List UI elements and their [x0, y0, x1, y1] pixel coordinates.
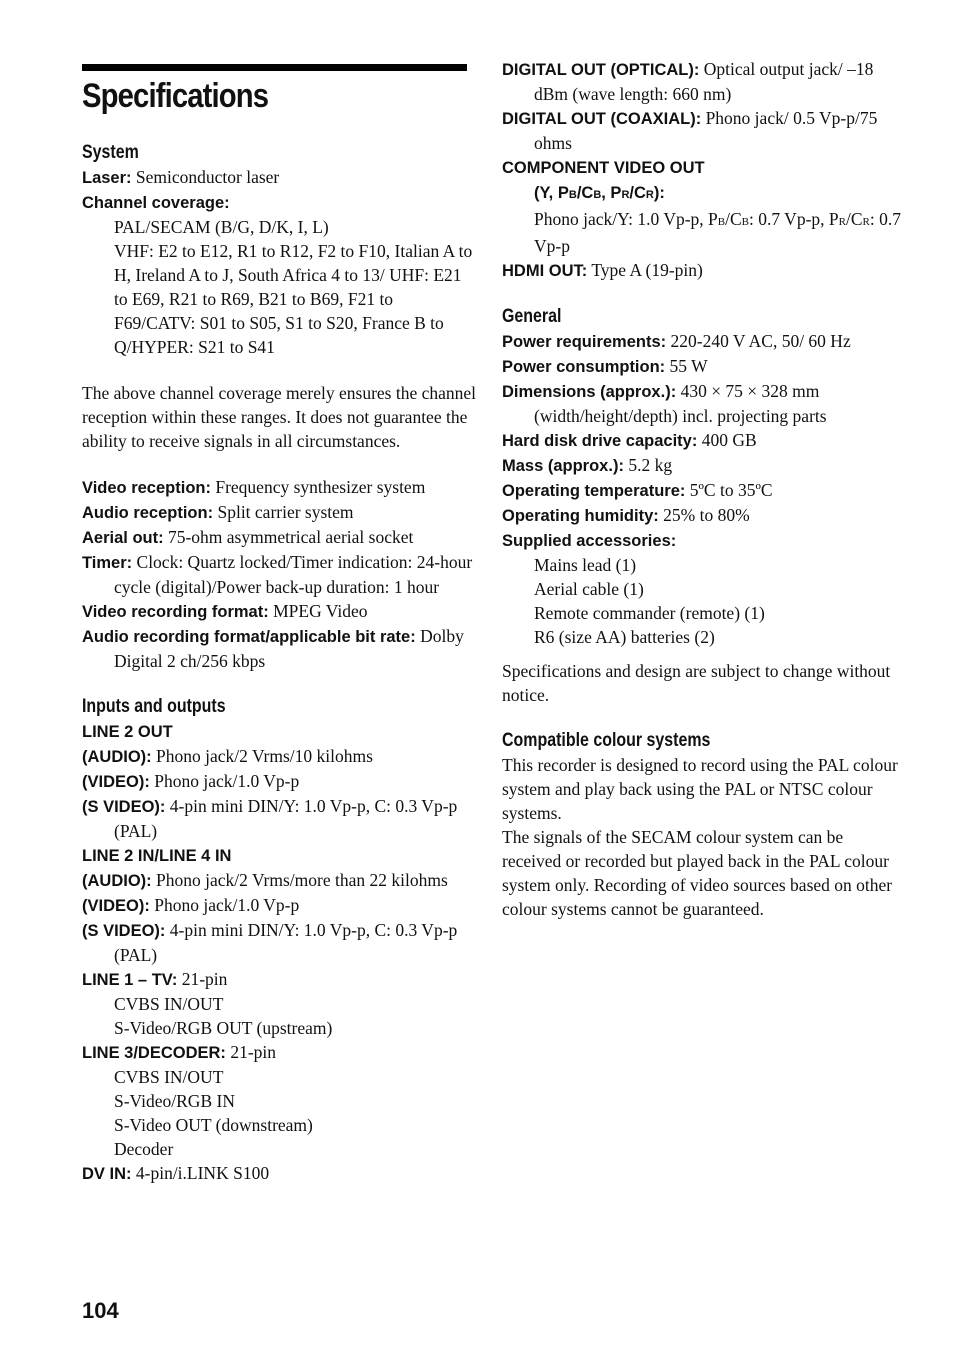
spec-line2-in-video: (VIDEO): Phono jack/1.0 Vp-p	[82, 895, 300, 915]
spec-channel-line: VHF: E2 to E12, R1 to R12, F2 to F10, Italian A to H, Ireland A to J, South Africa 4 to 13/ UHF: E21 to E69, R21 to R69, B21 to B69, F21 to F69/CATV: S01 to S05, S1 to S20, France B to Q/HYPER: S21 to S41	[114, 241, 473, 357]
section-heading-general: General	[502, 306, 562, 327]
page-title: Specifications	[82, 77, 269, 115]
spec-line1-item: CVBS IN/OUT	[114, 994, 224, 1014]
spec-line2-out-svideo: (S VIDEO): 4-pin mini DIN/Y: 1.0 Vp-p, C: 0.3 Vp-p (PAL)	[82, 796, 458, 841]
spec-line1-tv: LINE 1 – TV: 21-pin	[82, 969, 228, 989]
spec-operating-temperature: Operating temperature: 5ºC to 35ºC	[502, 480, 773, 500]
spec-line1-item: S-Video/RGB OUT (upstream)	[114, 1018, 333, 1038]
spec-line2-out-video: (VIDEO): Phono jack/1.0 Vp-p	[82, 771, 300, 791]
change-notice: Specifications and design are subject to change without notice.	[502, 661, 891, 705]
spec-component-video-sub: (Y, PB/CB, PR/CR):	[534, 184, 665, 202]
spec-line2-in-label: LINE 2 IN/LINE 4 IN	[82, 847, 232, 865]
colour-paragraph-2: The signals of the SECAM colour system can be received or recorded but played back in the PAL colour system only. Recording of video sources based on other colour systems cannot be guaranteed.	[502, 827, 893, 919]
spec-audio-recording-format: Audio recording format/applicable bit rate: Dolby Digital 2 ch/256 kbps	[82, 626, 464, 671]
spec-line3-item: S-Video OUT (downstream)	[114, 1115, 313, 1135]
spec-operating-humidity: Operating humidity: 25% to 80%	[502, 505, 750, 525]
spec-line3-item: Decoder	[114, 1139, 174, 1159]
section-heading-system: System	[82, 142, 139, 163]
spec-line2-out-audio: (AUDIO): Phono jack/2 Vrms/10 kilohms	[82, 746, 373, 766]
spec-digital-out-coaxial: DIGITAL OUT (COAXIAL): Phono jack/ 0.5 Vp-p/75 ohms	[502, 108, 878, 153]
spec-dimensions: Dimensions (approx.): 430 × 75 × 328 mm (width/height/depth) incl. projecting parts	[502, 381, 827, 426]
spec-laser: Laser: Semiconductor laser	[82, 167, 280, 187]
accessory-item: Remote commander (remote) (1)	[534, 603, 765, 623]
spec-digital-out-optical: DIGITAL OUT (OPTICAL): Optical output jack/ –18 dBm (wave length: 660 nm)	[502, 59, 874, 104]
title-rule	[82, 64, 467, 71]
spec-aerial-out: Aerial out: 75-ohm asymmetrical aerial socket	[82, 527, 414, 547]
spec-hdmi-out: HDMI OUT: Type A (19-pin)	[502, 260, 703, 280]
spec-mass: Mass (approx.): 5.2 kg	[502, 455, 673, 475]
spec-component-video-label: COMPONENT VIDEO OUT	[502, 159, 705, 177]
page-number: 104	[82, 1298, 119, 1323]
left-column	[82, 141, 477, 1186]
section-heading-inputs-outputs: Inputs and outputs	[82, 696, 226, 717]
spec-supplied-accessories-label: Supplied accessories:	[502, 532, 677, 550]
colour-paragraph-1: This recorder is designed to record using the PAL colour system and play back using the PAL or NTSC colour systems.	[502, 755, 898, 823]
spec-line2-in-svideo: (S VIDEO): 4-pin mini DIN/Y: 1.0 Vp-p, C: 0.3 Vp-p (PAL)	[82, 920, 458, 965]
spec-line3-decoder: LINE 3/DECODER: 21-pin	[82, 1042, 277, 1062]
spec-timer: Timer: Clock: Quartz locked/Timer indication: 24-hour cycle (digital)/Power back-up duration: 1 hour	[82, 552, 473, 597]
spec-dv-in: DV IN: 4-pin/i.LINK S100	[82, 1163, 270, 1183]
channel-note: The above channel coverage merely ensures the channel reception within these ranges. It does not guarantee the ability to receive signals in all circumstances.	[82, 383, 477, 451]
spec-power-requirements: Power requirements: 220-240 V AC, 50/ 60 Hz	[502, 331, 851, 351]
right-column	[502, 57, 902, 921]
spec-hdd-capacity: Hard disk drive capacity: 400 GB	[502, 430, 757, 450]
spec-line3-item: S-Video/RGB IN	[114, 1091, 235, 1111]
spec-channel-line: PAL/SECAM (B/G, D/K, I, L)	[114, 217, 329, 237]
accessory-item: R6 (size AA) batteries (2)	[534, 627, 715, 647]
section-heading-colour-systems: Compatible colour systems	[502, 730, 711, 751]
accessory-item: Aerial cable (1)	[534, 579, 644, 599]
spec-audio-reception: Audio reception: Split carrier system	[82, 502, 354, 522]
accessory-item: Mains lead (1)	[534, 555, 637, 575]
spec-video-reception: Video reception: Frequency synthesizer system	[82, 477, 426, 497]
spec-video-recording-format: Video recording format: MPEG Video	[82, 601, 368, 621]
spec-channel-coverage-label: Channel coverage:	[82, 194, 230, 212]
spec-line3-item: CVBS IN/OUT	[114, 1067, 224, 1087]
spec-component-video-value: Phono jack/Y: 1.0 Vp-p, PB/CB: 0.7 Vp-p, PR/CR: 0.7 Vp-p	[534, 209, 901, 256]
spec-power-consumption: Power consumption: 55 W	[502, 356, 708, 376]
spec-line2-in-audio: (AUDIO): Phono jack/2 Vrms/more than 22 kilohms	[82, 870, 448, 890]
spec-line2-out-label: LINE 2 OUT	[82, 723, 173, 741]
